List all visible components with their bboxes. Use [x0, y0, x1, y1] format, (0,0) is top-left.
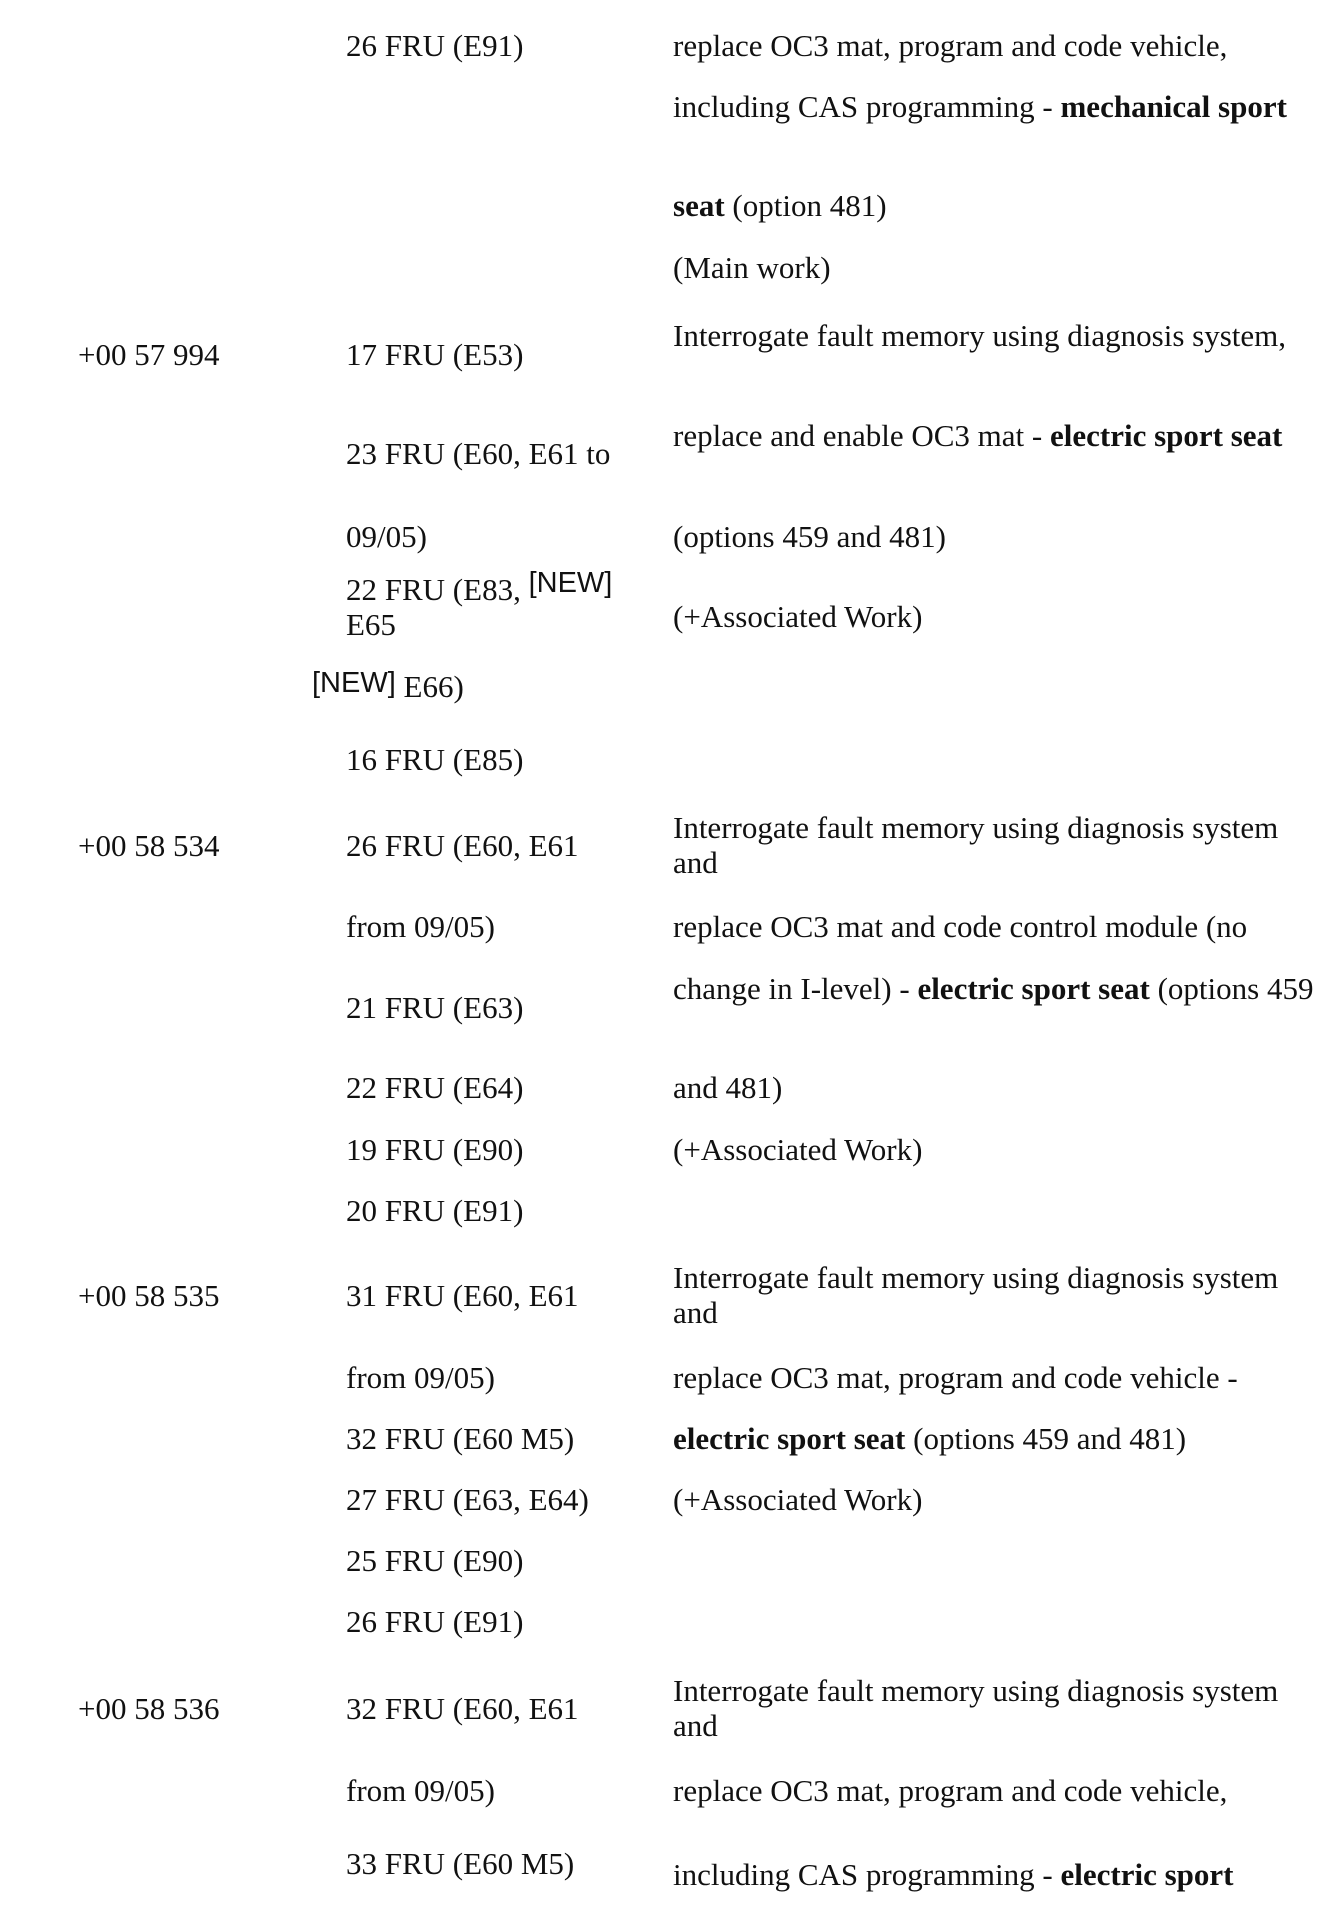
fru-line: 32 FRU (E60 M5): [346, 1421, 575, 1456]
desc-line: [673, 971, 1323, 1006]
desc-line: [673, 1421, 1323, 1456]
text-segment: replace OC3 mat and code control module (no: [673, 909, 1248, 944]
text-segment: Interrogate fault memory using diagnosis system and: [673, 1673, 1279, 1743]
text-segment: replace OC3 mat, program and code vehicle -: [673, 1360, 1238, 1395]
text-segment: Interrogate fault memory using diagnosis system and: [673, 810, 1279, 880]
bold-text: electric sport seat: [1050, 418, 1283, 453]
desc-line: [673, 28, 1323, 63]
text-segment: (+Associated Work): [673, 599, 923, 634]
text-segment: replace OC3 mat, program and code vehicle,: [673, 28, 1228, 63]
desc-line: [673, 1070, 1323, 1105]
desc-line: [673, 599, 1323, 634]
desc-line: [673, 810, 1323, 880]
text-segment: (option 481): [724, 188, 887, 223]
fru-line: from 09/05): [346, 909, 495, 944]
fru-line: 20 FRU (E91): [346, 1193, 524, 1228]
text-segment: (+Associated Work): [673, 1482, 923, 1517]
fru-line: 16 FRU (E85): [346, 742, 524, 777]
desc-line: [673, 1360, 1323, 1395]
fru-line: 22 FRU (E83, [NEW] E65: [346, 567, 613, 642]
operation-code: +00 58 536: [78, 1691, 220, 1726]
fru-line: 26 FRU (E91): [346, 1604, 524, 1639]
fru-line: 25 FRU (E90): [346, 1543, 524, 1578]
desc-line: [673, 318, 1323, 353]
text-segment: including CAS programming -: [673, 89, 1061, 124]
desc-line: [673, 1482, 1323, 1517]
fru-line: 19 FRU (E90): [346, 1132, 524, 1167]
desc-line: [673, 519, 1323, 554]
text-segment: including CAS programming -: [673, 1857, 1061, 1892]
text-segment: replace and enable OC3 mat -: [673, 418, 1050, 453]
text-segment: and 481): [673, 1070, 783, 1105]
fru-line: 31 FRU (E60, E61: [346, 1278, 579, 1313]
text-segment: (options 459: [1149, 971, 1314, 1006]
fru-line: 33 FRU (E60 M5): [346, 1846, 575, 1881]
fru-line: 32 FRU (E60, E61: [346, 1691, 579, 1726]
text-segment: (+Associated Work): [673, 1132, 923, 1167]
fru-line: [NEW] E66): [312, 667, 464, 704]
fru-line: 09/05): [346, 519, 427, 554]
fru-line: 26 FRU (E91): [346, 28, 524, 63]
fru-line: 26 FRU (E60, E61: [346, 828, 579, 863]
fru-line: 17 FRU (E53): [346, 337, 524, 372]
operation-code: +00 57 994: [78, 337, 220, 372]
bold-text: seat: [673, 188, 725, 223]
operation-code: +00 58 534: [78, 828, 220, 863]
desc-line: [673, 1857, 1323, 1892]
text-segment: (Main work): [673, 250, 831, 285]
text-segment: replace OC3 mat, program and code vehicle,: [673, 1773, 1228, 1808]
bold-text: electric sport seat: [673, 1421, 906, 1456]
fru-line: 23 FRU (E60, E61 to: [346, 436, 611, 471]
text-segment: (options 459 and 481): [673, 519, 946, 554]
fru-line: 22 FRU (E64): [346, 1070, 524, 1105]
desc-line: [673, 1773, 1323, 1808]
operation-code: +00 58 535: [78, 1278, 220, 1313]
text-segment: change in I-level) -: [673, 971, 918, 1006]
desc-line: [673, 909, 1323, 944]
text-segment: Interrogate fault memory using diagnosis system and: [673, 1260, 1279, 1330]
desc-line: [673, 418, 1323, 453]
desc-line: [673, 1673, 1323, 1743]
bold-text: mechanical sport: [1060, 89, 1287, 124]
bold-text: electric sport seat: [917, 971, 1150, 1006]
bold-text: electric sport: [1060, 1857, 1234, 1892]
desc-line: [673, 1260, 1323, 1330]
fru-line: from 09/05): [346, 1360, 495, 1395]
desc-line: [673, 89, 1323, 124]
desc-line: [673, 1132, 1323, 1167]
fru-line: 21 FRU (E63): [346, 990, 524, 1025]
fru-line: from 09/05): [346, 1773, 495, 1808]
desc-line: [673, 250, 1323, 285]
desc-line: [673, 188, 1323, 223]
text-segment: Interrogate fault memory using diagnosis system,: [673, 318, 1286, 353]
text-segment: (options 459 and 481): [905, 1421, 1187, 1456]
fru-line: 27 FRU (E63, E64): [346, 1482, 589, 1517]
